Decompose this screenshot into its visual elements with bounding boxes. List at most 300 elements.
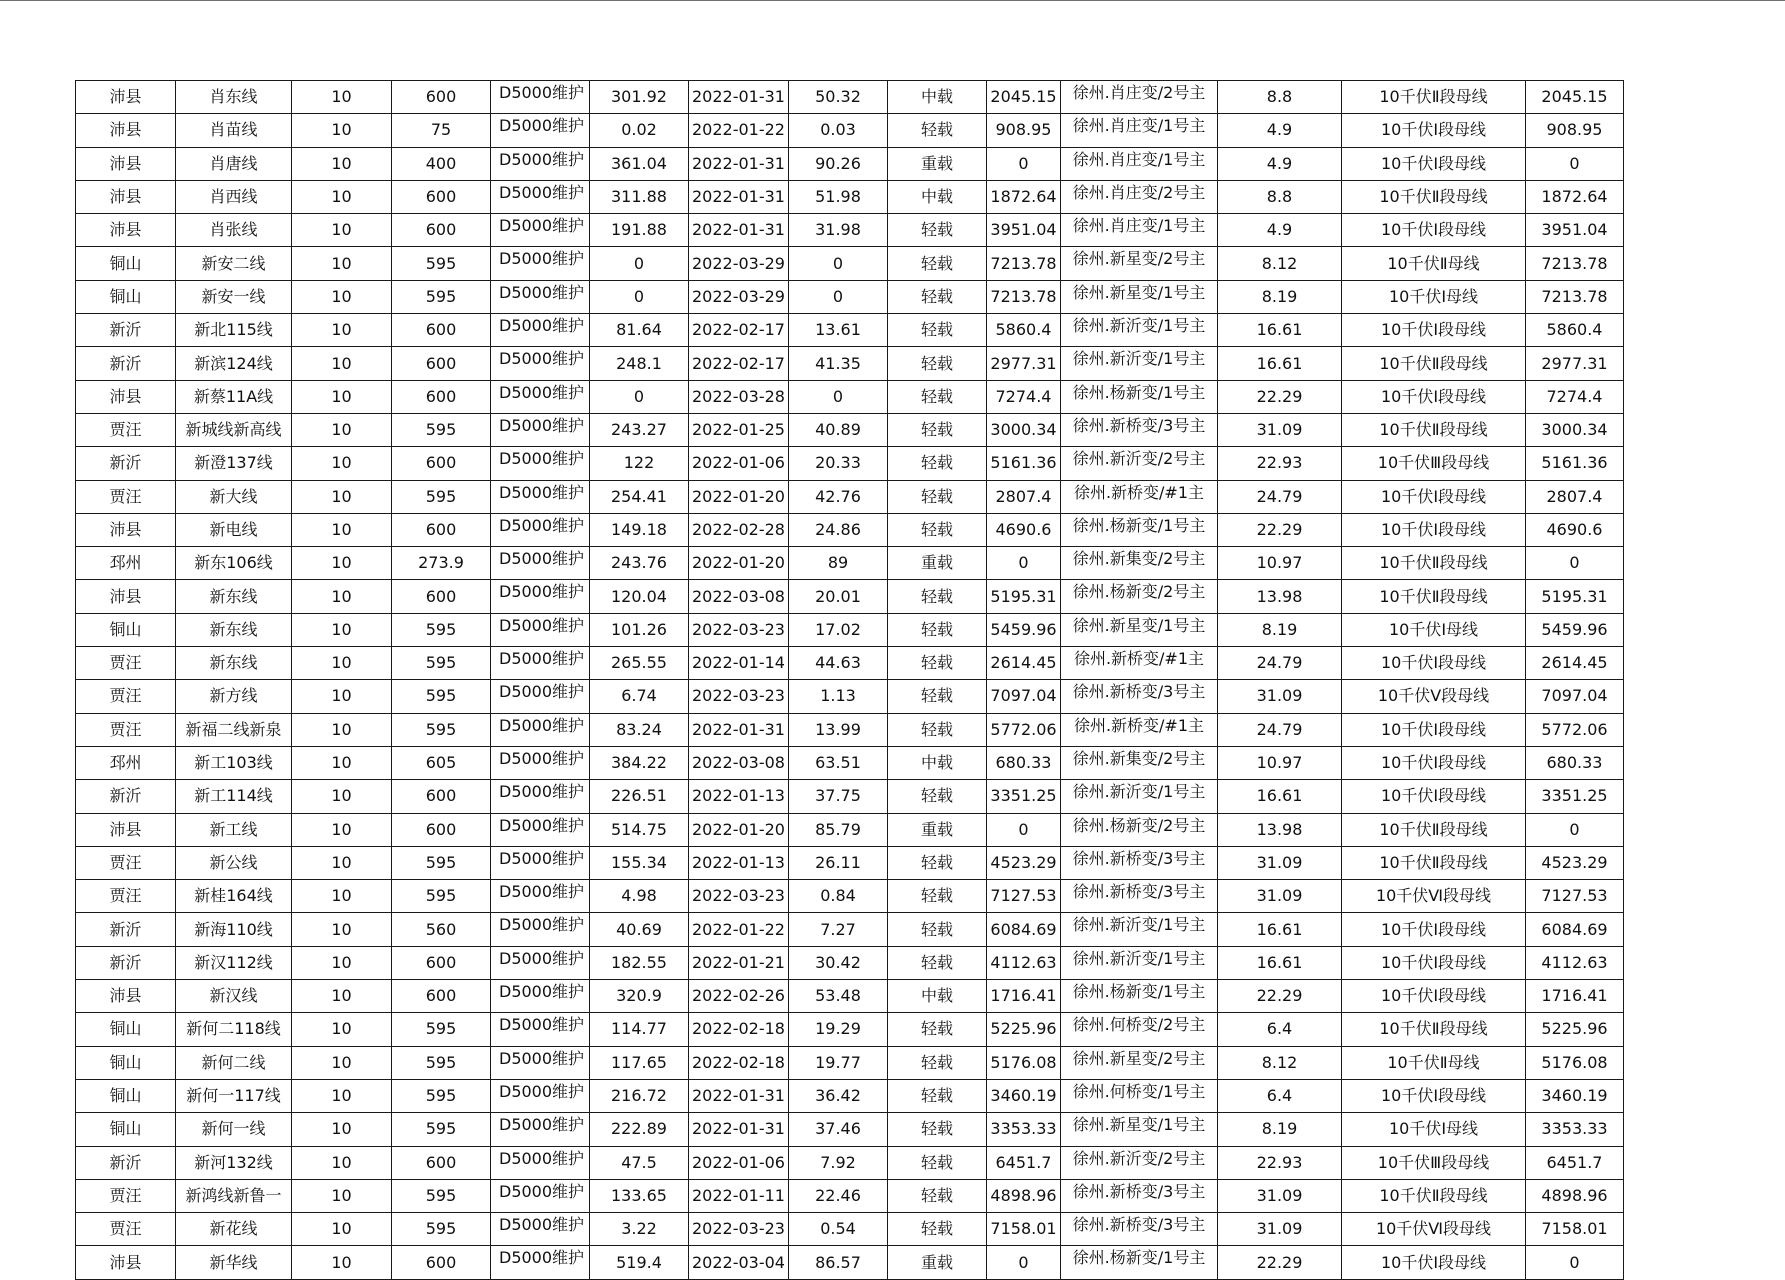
table-row <box>76 1146 1624 1179</box>
date-cell: 2022-01-21 <box>689 946 789 979</box>
line-name-cell: 新工线 <box>176 813 292 846</box>
capacity-cell: 605 <box>392 746 491 779</box>
load-status-cell: 轻载 <box>888 846 987 879</box>
load-cell: 0 <box>590 280 689 313</box>
source-cell: D5000维护 <box>491 247 590 280</box>
district-cell: 沛县 <box>76 980 176 1013</box>
capacity-cell: 595 <box>392 613 491 646</box>
capacity-cell: 595 <box>392 647 491 680</box>
district-cell: 铜山 <box>76 247 176 280</box>
load-rate-cell: 7.27 <box>789 913 888 946</box>
busbar-cell: 10千伏Ⅲ段母线 <box>1342 447 1526 480</box>
margin-cell: 6084.69 <box>987 913 1061 946</box>
load-cell: 191.88 <box>590 214 689 247</box>
load-rate-cell: 0.54 <box>789 1213 888 1246</box>
voltage-cell: 10 <box>292 1079 392 1112</box>
margin-cell: 3951.04 <box>987 214 1061 247</box>
main-load-rate-cell: 16.61 <box>1218 946 1342 979</box>
district-cell: 新沂 <box>76 946 176 979</box>
voltage-cell: 10 <box>292 513 392 546</box>
load-cell: 6.74 <box>590 680 689 713</box>
margin-cell: 4523.29 <box>987 846 1061 879</box>
line-name-cell: 新公线 <box>176 846 292 879</box>
table-row <box>76 513 1624 546</box>
date-cell: 2022-01-31 <box>689 81 789 114</box>
busbar-cell: 10千伏Ⅱ段母线 <box>1342 413 1526 446</box>
load-cell: 133.65 <box>590 1179 689 1212</box>
source-cell: D5000维护 <box>491 347 590 380</box>
capacity-cell: 600 <box>392 81 491 114</box>
margin-cell: 1716.41 <box>987 980 1061 1013</box>
available-capacity-cell: 0 <box>1526 813 1624 846</box>
line-name-cell: 新大线 <box>176 480 292 513</box>
line-name-cell: 新北115线 <box>176 314 292 347</box>
capacity-cell: 595 <box>392 247 491 280</box>
line-name-cell: 新滨124线 <box>176 347 292 380</box>
date-cell: 2022-03-28 <box>689 380 789 413</box>
source-cell: D5000维护 <box>491 1179 590 1212</box>
available-capacity-cell: 4690.6 <box>1526 513 1624 546</box>
source-cell: D5000维护 <box>491 980 590 1013</box>
load-status-cell: 轻载 <box>888 114 987 147</box>
source-cell: D5000维护 <box>491 147 590 180</box>
load-rate-cell: 19.29 <box>789 1013 888 1046</box>
voltage-cell: 10 <box>292 480 392 513</box>
transformer-cell: 徐州.新星变/1号主 <box>1061 613 1218 646</box>
line-name-cell: 新何一117线 <box>176 1079 292 1112</box>
available-capacity-cell: 0 <box>1526 147 1624 180</box>
source-cell: D5000维护 <box>491 447 590 480</box>
table-row <box>76 980 1624 1013</box>
source-cell: D5000维护 <box>491 846 590 879</box>
main-load-rate-cell: 4.9 <box>1218 214 1342 247</box>
district-cell: 铜山 <box>76 280 176 313</box>
load-rate-cell: 1.13 <box>789 680 888 713</box>
date-cell: 2022-01-31 <box>689 713 789 746</box>
busbar-cell: 10千伏Ⅰ段母线 <box>1342 746 1526 779</box>
table-row <box>76 1179 1624 1212</box>
capacity-cell: 560 <box>392 913 491 946</box>
transformer-cell: 徐州.新桥变/#1主 <box>1061 480 1218 513</box>
margin-cell: 3460.19 <box>987 1079 1061 1112</box>
main-load-rate-cell: 22.29 <box>1218 513 1342 546</box>
load-status-cell: 轻载 <box>888 480 987 513</box>
load-status-cell: 轻载 <box>888 1146 987 1179</box>
source-cell: D5000维护 <box>491 280 590 313</box>
table-row <box>76 946 1624 979</box>
main-load-rate-cell: 8.8 <box>1218 180 1342 213</box>
capacity-cell: 595 <box>392 413 491 446</box>
date-cell: 2022-02-17 <box>689 347 789 380</box>
date-cell: 2022-03-08 <box>689 746 789 779</box>
source-cell: D5000维护 <box>491 713 590 746</box>
transformer-cell: 徐州.新星变/1号主 <box>1061 280 1218 313</box>
main-load-rate-cell: 16.61 <box>1218 314 1342 347</box>
load-rate-cell: 0 <box>789 380 888 413</box>
load-status-cell: 重载 <box>888 147 987 180</box>
table-row <box>76 580 1624 613</box>
voltage-cell: 10 <box>292 813 392 846</box>
source-cell: D5000维护 <box>491 813 590 846</box>
district-cell: 沛县 <box>76 580 176 613</box>
available-capacity-cell: 2045.15 <box>1526 81 1624 114</box>
transformer-cell: 徐州.肖庄变/1号主 <box>1061 114 1218 147</box>
main-load-rate-cell: 6.4 <box>1218 1079 1342 1112</box>
source-cell: D5000维护 <box>491 1246 590 1279</box>
load-rate-cell: 13.61 <box>789 314 888 347</box>
load-cell: 301.92 <box>590 81 689 114</box>
margin-cell: 0 <box>987 813 1061 846</box>
table-row <box>76 1079 1624 1112</box>
date-cell: 2022-01-20 <box>689 547 789 580</box>
busbar-cell: 10千伏Ⅱ段母线 <box>1342 1013 1526 1046</box>
main-load-rate-cell: 8.12 <box>1218 1046 1342 1079</box>
district-cell: 沛县 <box>76 114 176 147</box>
source-cell: D5000维护 <box>491 580 590 613</box>
available-capacity-cell: 4898.96 <box>1526 1179 1624 1212</box>
available-capacity-cell: 2614.45 <box>1526 647 1624 680</box>
date-cell: 2022-03-23 <box>689 613 789 646</box>
load-rate-cell: 44.63 <box>789 647 888 680</box>
available-capacity-cell: 2807.4 <box>1526 480 1624 513</box>
busbar-cell: 10千伏Ⅱ段母线 <box>1342 81 1526 114</box>
available-capacity-cell: 680.33 <box>1526 746 1624 779</box>
load-cell: 0 <box>590 380 689 413</box>
table-row <box>76 280 1624 313</box>
load-rate-cell: 50.32 <box>789 81 888 114</box>
busbar-cell: 10千伏Ⅰ段母线 <box>1342 480 1526 513</box>
voltage-cell: 10 <box>292 1246 392 1279</box>
line-name-cell: 新东线 <box>176 613 292 646</box>
transformer-cell: 徐州.新桥变/3号主 <box>1061 413 1218 446</box>
capacity-cell: 600 <box>392 180 491 213</box>
transformer-cell: 徐州.新沂变/1号主 <box>1061 913 1218 946</box>
load-rate-cell: 20.01 <box>789 580 888 613</box>
top-rule <box>0 0 1785 1</box>
busbar-cell: 10千伏Ⅰ母线 <box>1342 613 1526 646</box>
source-cell: D5000维护 <box>491 314 590 347</box>
available-capacity-cell: 3000.34 <box>1526 413 1624 446</box>
line-name-cell: 新何二线 <box>176 1046 292 1079</box>
table-row <box>76 880 1624 913</box>
busbar-cell: 10千伏Ⅱ段母线 <box>1342 813 1526 846</box>
capacity-cell: 600 <box>392 780 491 813</box>
source-cell: D5000维护 <box>491 913 590 946</box>
margin-cell: 5772.06 <box>987 713 1061 746</box>
main-load-rate-cell: 22.29 <box>1218 980 1342 1013</box>
transformer-cell: 徐州.新沂变/1号主 <box>1061 780 1218 813</box>
busbar-cell: 10千伏Ⅰ段母线 <box>1342 980 1526 1013</box>
district-cell: 贾汪 <box>76 880 176 913</box>
source-cell: D5000维护 <box>491 946 590 979</box>
voltage-cell: 10 <box>292 746 392 779</box>
available-capacity-cell: 5772.06 <box>1526 713 1624 746</box>
margin-cell: 7127.53 <box>987 880 1061 913</box>
district-cell: 新沂 <box>76 1146 176 1179</box>
transformer-cell: 徐州.新沂变/2号主 <box>1061 447 1218 480</box>
district-cell: 铜山 <box>76 1013 176 1046</box>
source-cell: D5000维护 <box>491 180 590 213</box>
date-cell: 2022-01-31 <box>689 180 789 213</box>
main-load-rate-cell: 22.29 <box>1218 1246 1342 1279</box>
main-load-rate-cell: 8.19 <box>1218 280 1342 313</box>
line-name-cell: 新华线 <box>176 1246 292 1279</box>
capacity-cell: 75 <box>392 114 491 147</box>
load-cell: 265.55 <box>590 647 689 680</box>
date-cell: 2022-01-06 <box>689 447 789 480</box>
voltage-cell: 10 <box>292 946 392 979</box>
busbar-cell: 10千伏Ⅵ段母线 <box>1342 1213 1526 1246</box>
table-row <box>76 1113 1624 1146</box>
line-name-cell: 新鸿线新鲁一 <box>176 1179 292 1212</box>
line-name-cell: 肖东线 <box>176 81 292 114</box>
date-cell: 2022-02-17 <box>689 314 789 347</box>
load-rate-cell: 86.57 <box>789 1246 888 1279</box>
available-capacity-cell: 4523.29 <box>1526 846 1624 879</box>
load-status-cell: 轻载 <box>888 1113 987 1146</box>
voltage-cell: 10 <box>292 580 392 613</box>
load-cell: 117.65 <box>590 1046 689 1079</box>
load-cell: 149.18 <box>590 513 689 546</box>
line-name-cell: 新花线 <box>176 1213 292 1246</box>
capacity-cell: 273.9 <box>392 547 491 580</box>
main-load-rate-cell: 13.98 <box>1218 813 1342 846</box>
load-status-cell: 轻载 <box>888 1046 987 1079</box>
line-name-cell: 新何一线 <box>176 1113 292 1146</box>
load-rate-cell: 42.76 <box>789 480 888 513</box>
main-load-rate-cell: 16.61 <box>1218 780 1342 813</box>
district-cell: 贾汪 <box>76 1179 176 1212</box>
district-cell: 沛县 <box>76 380 176 413</box>
line-name-cell: 新工114线 <box>176 780 292 813</box>
voltage-cell: 10 <box>292 880 392 913</box>
capacity-cell: 600 <box>392 1146 491 1179</box>
margin-cell: 0 <box>987 1246 1061 1279</box>
busbar-cell: 10千伏Ⅰ段母线 <box>1342 647 1526 680</box>
transformer-cell: 徐州.新桥变/3号主 <box>1061 1213 1218 1246</box>
load-status-cell: 轻载 <box>888 1213 987 1246</box>
capacity-cell: 595 <box>392 846 491 879</box>
district-cell: 邳州 <box>76 547 176 580</box>
transformer-cell: 徐州.新沂变/1号主 <box>1061 946 1218 979</box>
main-load-rate-cell: 6.4 <box>1218 1013 1342 1046</box>
line-name-cell: 新河132线 <box>176 1146 292 1179</box>
load-cell: 122 <box>590 447 689 480</box>
available-capacity-cell: 0 <box>1526 547 1624 580</box>
available-capacity-cell: 1716.41 <box>1526 980 1624 1013</box>
load-cell: 226.51 <box>590 780 689 813</box>
table-row <box>76 480 1624 513</box>
margin-cell: 0 <box>987 547 1061 580</box>
load-cell: 120.04 <box>590 580 689 613</box>
capacity-cell: 600 <box>392 214 491 247</box>
available-capacity-cell: 5176.08 <box>1526 1046 1624 1079</box>
transformer-cell: 徐州.杨新变/2号主 <box>1061 580 1218 613</box>
main-load-rate-cell: 10.97 <box>1218 746 1342 779</box>
load-status-cell: 轻载 <box>888 1179 987 1212</box>
table-row <box>76 214 1624 247</box>
table-row <box>76 613 1624 646</box>
table-row <box>76 547 1624 580</box>
voltage-cell: 10 <box>292 114 392 147</box>
margin-cell: 0 <box>987 147 1061 180</box>
table-row <box>76 1213 1624 1246</box>
load-rate-cell: 30.42 <box>789 946 888 979</box>
available-capacity-cell: 3351.25 <box>1526 780 1624 813</box>
main-load-rate-cell: 22.29 <box>1218 380 1342 413</box>
load-rate-cell: 37.75 <box>789 780 888 813</box>
load-cell: 320.9 <box>590 980 689 1013</box>
date-cell: 2022-03-29 <box>689 247 789 280</box>
table-row <box>76 746 1624 779</box>
district-cell: 贾汪 <box>76 1213 176 1246</box>
load-cell: 83.24 <box>590 713 689 746</box>
available-capacity-cell: 3353.33 <box>1526 1113 1624 1146</box>
available-capacity-cell: 908.95 <box>1526 114 1624 147</box>
source-cell: D5000维护 <box>491 547 590 580</box>
load-status-cell: 轻载 <box>888 447 987 480</box>
main-load-rate-cell: 31.09 <box>1218 1213 1342 1246</box>
line-name-cell: 新福二线新泉 <box>176 713 292 746</box>
line-name-cell: 新汉112线 <box>176 946 292 979</box>
load-status-cell: 轻载 <box>888 247 987 280</box>
margin-cell: 7097.04 <box>987 680 1061 713</box>
transformer-cell: 徐州.新桥变/3号主 <box>1061 680 1218 713</box>
transformer-cell: 徐州.新集变/2号主 <box>1061 547 1218 580</box>
district-cell: 新沂 <box>76 314 176 347</box>
margin-cell: 680.33 <box>987 746 1061 779</box>
load-cell: 47.5 <box>590 1146 689 1179</box>
load-cell: 182.55 <box>590 946 689 979</box>
load-status-cell: 轻载 <box>888 513 987 546</box>
table-row <box>76 81 1624 114</box>
busbar-cell: 10千伏Ⅰ母线 <box>1342 280 1526 313</box>
date-cell: 2022-01-31 <box>689 214 789 247</box>
load-cell: 81.64 <box>590 314 689 347</box>
load-cell: 3.22 <box>590 1213 689 1246</box>
table-row <box>76 713 1624 746</box>
load-rate-cell: 13.99 <box>789 713 888 746</box>
margin-cell: 2045.15 <box>987 81 1061 114</box>
date-cell: 2022-01-06 <box>689 1146 789 1179</box>
transformer-cell: 徐州.杨新变/1号主 <box>1061 1246 1218 1279</box>
main-load-rate-cell: 31.09 <box>1218 680 1342 713</box>
margin-cell: 5195.31 <box>987 580 1061 613</box>
date-cell: 2022-03-23 <box>689 680 789 713</box>
date-cell: 2022-01-20 <box>689 813 789 846</box>
busbar-cell: 10千伏Ⅰ段母线 <box>1342 214 1526 247</box>
load-status-cell: 轻载 <box>888 347 987 380</box>
capacity-cell: 600 <box>392 580 491 613</box>
load-cell: 243.27 <box>590 413 689 446</box>
table-row <box>76 314 1624 347</box>
district-cell: 沛县 <box>76 147 176 180</box>
transformer-cell: 徐州.新集变/2号主 <box>1061 746 1218 779</box>
busbar-cell: 10千伏Ⅰ段母线 <box>1342 780 1526 813</box>
district-cell: 铜山 <box>76 613 176 646</box>
load-cell: 361.04 <box>590 147 689 180</box>
load-rate-cell: 0.03 <box>789 114 888 147</box>
main-load-rate-cell: 8.8 <box>1218 81 1342 114</box>
available-capacity-cell: 3460.19 <box>1526 1079 1624 1112</box>
table-row <box>76 413 1624 446</box>
voltage-cell: 10 <box>292 81 392 114</box>
date-cell: 2022-03-04 <box>689 1246 789 1279</box>
transformer-cell: 徐州.新沂变/1号主 <box>1061 347 1218 380</box>
margin-cell: 4898.96 <box>987 1179 1061 1212</box>
table-row <box>76 846 1624 879</box>
voltage-cell: 10 <box>292 547 392 580</box>
date-cell: 2022-03-29 <box>689 280 789 313</box>
line-name-cell: 新汉线 <box>176 980 292 1013</box>
margin-cell: 5225.96 <box>987 1013 1061 1046</box>
load-rate-cell: 85.79 <box>789 813 888 846</box>
main-load-rate-cell: 16.61 <box>1218 913 1342 946</box>
source-cell: D5000维护 <box>491 413 590 446</box>
table-row <box>76 813 1624 846</box>
transformer-cell: 徐州.何桥变/2号主 <box>1061 1013 1218 1046</box>
load-rate-cell: 89 <box>789 547 888 580</box>
voltage-cell: 10 <box>292 247 392 280</box>
transformer-cell: 徐州.肖庄变/1号主 <box>1061 214 1218 247</box>
margin-cell: 5860.4 <box>987 314 1061 347</box>
capacity-cell: 600 <box>392 813 491 846</box>
available-capacity-cell: 3951.04 <box>1526 214 1624 247</box>
voltage-cell: 10 <box>292 214 392 247</box>
capacity-cell: 600 <box>392 1246 491 1279</box>
margin-cell: 7213.78 <box>987 247 1061 280</box>
capacity-cell: 595 <box>392 480 491 513</box>
source-cell: D5000维护 <box>491 880 590 913</box>
main-load-rate-cell: 31.09 <box>1218 413 1342 446</box>
margin-cell: 5459.96 <box>987 613 1061 646</box>
capacity-cell: 600 <box>392 513 491 546</box>
load-cell: 216.72 <box>590 1079 689 1112</box>
busbar-cell: 10千伏Ⅲ段母线 <box>1342 1146 1526 1179</box>
source-cell: D5000维护 <box>491 380 590 413</box>
source-cell: D5000维护 <box>491 647 590 680</box>
load-status-cell: 轻载 <box>888 680 987 713</box>
line-name-cell: 肖张线 <box>176 214 292 247</box>
source-cell: D5000维护 <box>491 1079 590 1112</box>
line-name-cell: 肖唐线 <box>176 147 292 180</box>
capacity-cell: 595 <box>392 1113 491 1146</box>
table-row <box>76 680 1624 713</box>
load-cell: 155.34 <box>590 846 689 879</box>
load-rate-cell: 41.35 <box>789 347 888 380</box>
busbar-cell: 10千伏Ⅱ段母线 <box>1342 547 1526 580</box>
load-cell: 114.77 <box>590 1013 689 1046</box>
main-load-rate-cell: 8.19 <box>1218 1113 1342 1146</box>
voltage-cell: 10 <box>292 613 392 646</box>
voltage-cell: 10 <box>292 780 392 813</box>
capacity-cell: 595 <box>392 1179 491 1212</box>
line-name-cell: 新城线新高线 <box>176 413 292 446</box>
voltage-cell: 10 <box>292 713 392 746</box>
load-status-cell: 轻载 <box>888 380 987 413</box>
district-cell: 邳州 <box>76 746 176 779</box>
table-row <box>76 780 1624 813</box>
busbar-cell: 10千伏Ⅰ段母线 <box>1342 513 1526 546</box>
capacity-cell: 595 <box>392 280 491 313</box>
main-load-rate-cell: 13.98 <box>1218 580 1342 613</box>
available-capacity-cell: 5195.31 <box>1526 580 1624 613</box>
load-status-cell: 中载 <box>888 746 987 779</box>
date-cell: 2022-03-23 <box>689 880 789 913</box>
load-status-cell: 轻载 <box>888 613 987 646</box>
district-cell: 贾汪 <box>76 647 176 680</box>
margin-cell: 7213.78 <box>987 280 1061 313</box>
